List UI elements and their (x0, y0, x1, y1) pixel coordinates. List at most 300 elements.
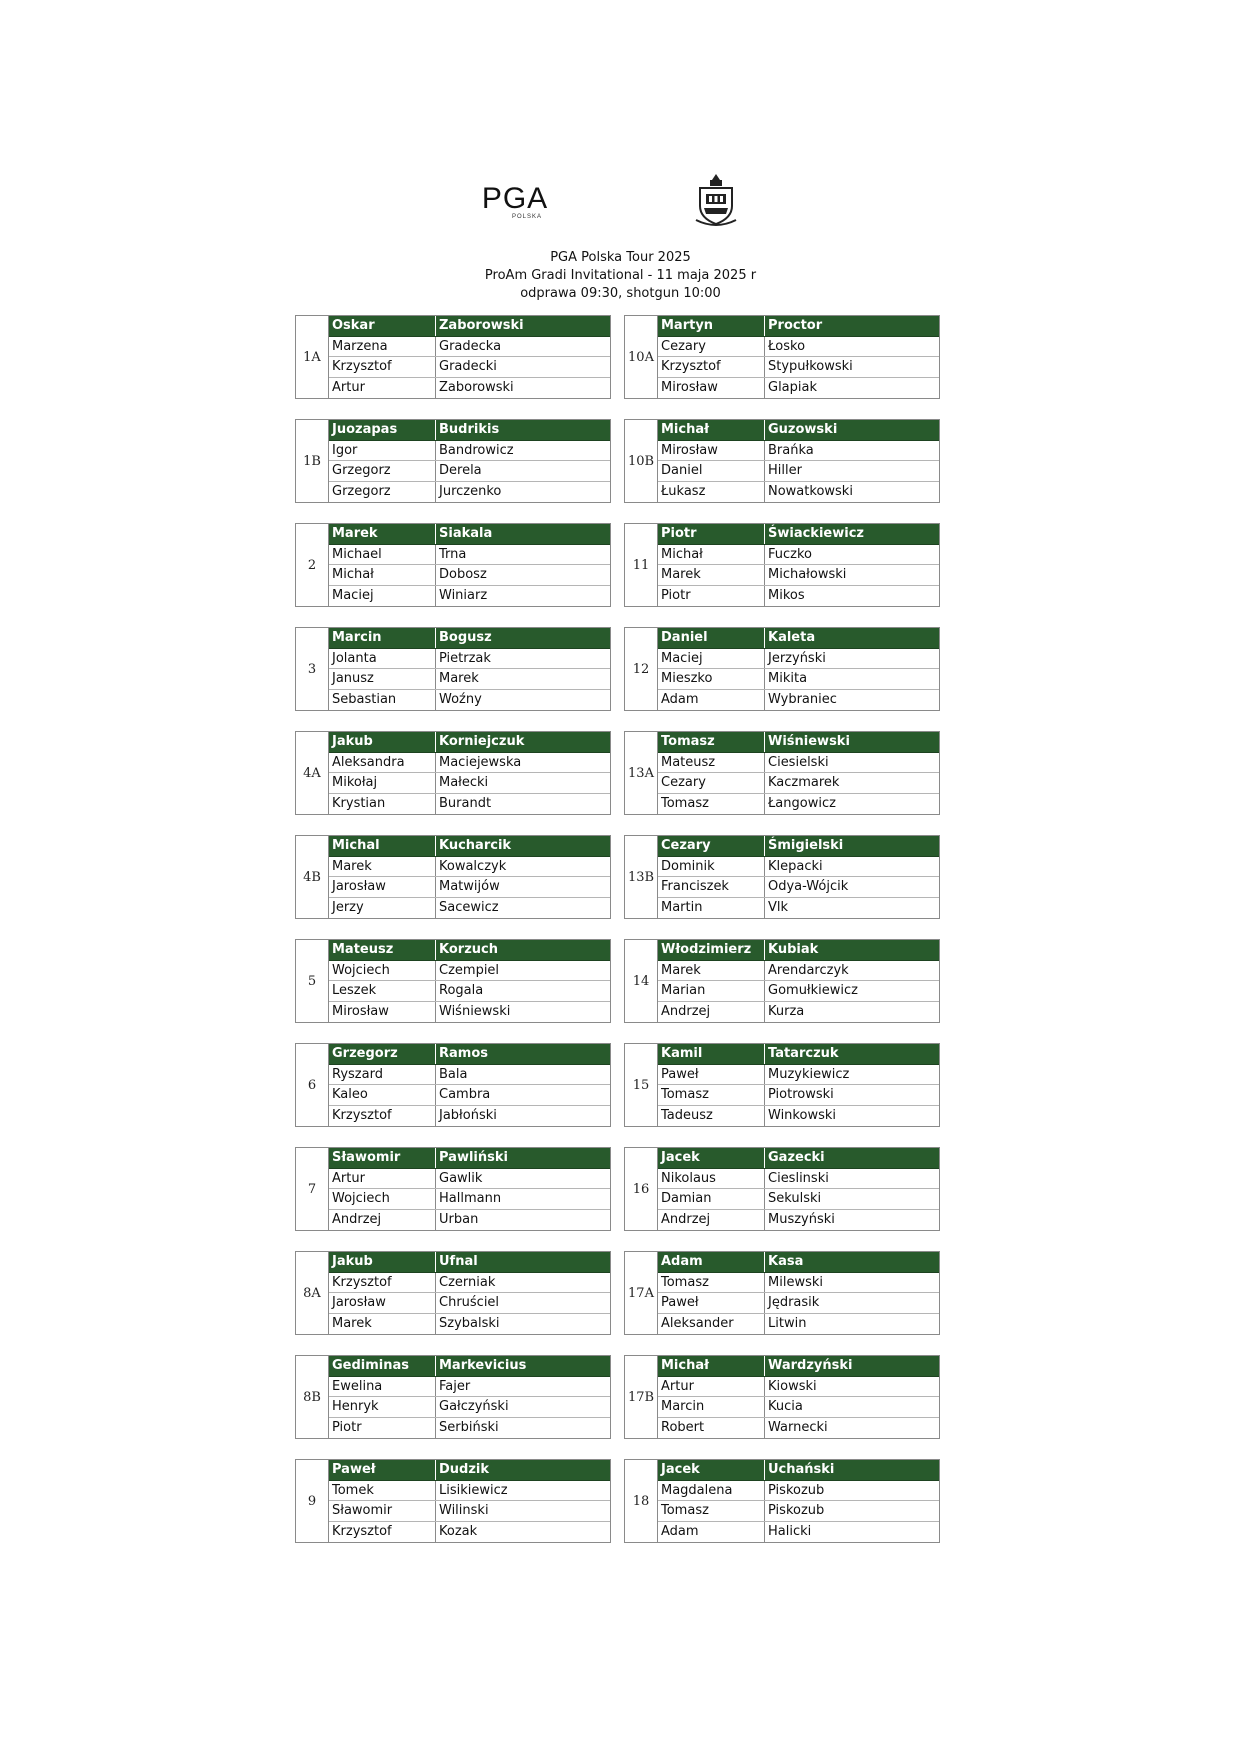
player-row (329, 1002, 610, 1023)
flight-captain-row (329, 420, 610, 441)
pga-logo (480, 184, 550, 220)
player-last-name: Gradecka (439, 338, 502, 354)
player-first-name: Maciej (658, 649, 765, 669)
flight-number: 4A (296, 732, 329, 814)
flight-group (624, 939, 940, 1023)
player-last-name: Serbiński (439, 1419, 499, 1435)
player-row (658, 1522, 939, 1543)
flight-number: 18 (625, 1460, 658, 1542)
player-first-name: Marcin (329, 628, 436, 648)
player-row (329, 877, 610, 898)
player-row (329, 1293, 610, 1314)
flight-number: 13B (625, 836, 658, 918)
player-last-name: Bandrowicz (439, 442, 514, 458)
flight-group (624, 1147, 940, 1231)
player-last-name: Łosko (768, 338, 806, 354)
player-first-name: Sebastian (329, 690, 436, 711)
flight-captain-row (329, 1252, 610, 1273)
player-row (329, 1501, 610, 1522)
player-first-name: Adam (658, 1252, 765, 1272)
flight-players (658, 524, 939, 606)
player-first-name: Franciszek (658, 877, 765, 897)
flight-captain-row (329, 836, 610, 857)
flight-players (329, 732, 610, 814)
player-last-name: Trna (439, 546, 467, 562)
player-last-name: Matwijów (439, 879, 500, 894)
flight-group (624, 1355, 940, 1439)
logos (0, 172, 1241, 228)
flight-group (624, 627, 940, 711)
player-last-name: Mikita (768, 671, 808, 686)
player-first-name: Jacek (658, 1460, 765, 1480)
player-first-name: Ewelina (329, 1377, 436, 1397)
player-row (658, 586, 939, 607)
player-first-name: Igor (329, 441, 436, 461)
player-first-name: Artur (329, 378, 436, 399)
player-first-name: Tomasz (658, 1501, 765, 1521)
player-last-name: Milewski (768, 1274, 823, 1290)
player-first-name: Leszek (329, 981, 436, 1001)
flight-players (658, 836, 939, 918)
player-row (329, 1377, 610, 1398)
player-first-name: Jakub (329, 1252, 436, 1272)
player-first-name: Marcin (658, 1397, 765, 1417)
player-first-name: Krzysztof (329, 1522, 436, 1543)
player-last-name: Wilinski (439, 1503, 489, 1518)
player-first-name: Mateusz (658, 753, 765, 773)
player-row (658, 461, 939, 482)
player-first-name: Martin (658, 898, 765, 919)
flight-captain-row (329, 1148, 610, 1169)
player-row (329, 1522, 610, 1543)
flight-group (624, 523, 940, 607)
flight-number: 2 (296, 524, 329, 606)
player-last-name: Hiller (768, 463, 802, 478)
flight-captain-row (658, 1460, 939, 1481)
player-first-name: Tadeusz (658, 1106, 765, 1127)
flight-players (658, 316, 939, 398)
player-row (658, 337, 939, 358)
player-first-name: Paweł (658, 1293, 765, 1313)
flight-captain-row (329, 524, 610, 545)
player-first-name: Marek (329, 524, 436, 544)
flight-players (658, 940, 939, 1022)
player-last-name: Kozak (439, 1523, 478, 1539)
player-last-name: Wybraniec (768, 691, 837, 707)
flight-number: 17A (625, 1252, 658, 1334)
player-last-name: Piskozub (768, 1482, 825, 1498)
player-first-name: Mirosław (329, 1002, 436, 1023)
player-row (658, 1085, 939, 1106)
flight-group (624, 731, 940, 815)
player-first-name: Janusz (329, 669, 436, 689)
flight-captain-row (329, 1044, 610, 1065)
player-row (658, 1418, 939, 1439)
player-row (658, 961, 939, 982)
flight-captain-row (658, 1148, 939, 1169)
player-last-name: Bogusz (439, 630, 492, 645)
pga-logo-text: PGA (481, 182, 549, 215)
player-first-name: Gediminas (329, 1356, 436, 1376)
flight-group (624, 1043, 940, 1127)
player-row (329, 1273, 610, 1294)
player-first-name: Michał (658, 545, 765, 565)
flight-players (329, 1252, 610, 1334)
player-row (658, 1210, 939, 1231)
player-first-name: Mieszko (658, 669, 765, 689)
flight-players (329, 1148, 610, 1230)
player-row (329, 1397, 610, 1418)
flight-group (295, 1147, 611, 1231)
player-last-name: Dobosz (439, 567, 487, 582)
player-first-name: Cezary (658, 773, 765, 793)
player-first-name: Jolanta (329, 649, 436, 669)
player-first-name: Piotr (658, 524, 765, 544)
player-last-name: Kiowski (768, 1378, 817, 1394)
player-first-name: Michal (329, 836, 436, 856)
player-row (329, 1481, 610, 1502)
player-last-name: Stypułkowski (768, 359, 853, 374)
player-first-name: Martyn (658, 316, 765, 336)
player-first-name: Jakub (329, 732, 436, 752)
player-last-name: Piskozub (768, 1503, 825, 1518)
player-row (329, 1085, 610, 1106)
flight-players (329, 524, 610, 606)
player-row (658, 669, 939, 690)
player-last-name: Piotrowski (768, 1087, 834, 1102)
player-first-name: Krzysztof (329, 1106, 436, 1127)
player-row (658, 1293, 939, 1314)
flight-players (329, 1044, 610, 1126)
player-last-name: Arendarczyk (768, 962, 849, 978)
flight-players (658, 1252, 939, 1334)
player-first-name: Sławomir (329, 1148, 436, 1168)
player-last-name: Kubiak (768, 942, 819, 957)
player-last-name: Derela (439, 463, 482, 478)
player-last-name: Ufnal (439, 1254, 478, 1269)
player-last-name: Kucia (768, 1399, 803, 1414)
player-row (329, 545, 610, 566)
player-first-name: Damian (658, 1189, 765, 1209)
flight-players (329, 420, 610, 502)
player-row (329, 649, 610, 670)
player-last-name: Tatarczuk (768, 1046, 839, 1061)
player-row (658, 1273, 939, 1294)
player-row (658, 378, 939, 399)
player-first-name: Krystian (329, 794, 436, 815)
player-row (329, 1169, 610, 1190)
player-row (329, 482, 610, 503)
player-last-name: Guzowski (768, 422, 838, 437)
player-last-name: Jurczenko (439, 483, 502, 499)
player-last-name: Halicki (768, 1523, 812, 1539)
player-row (329, 773, 610, 794)
player-first-name: Marek (658, 961, 765, 981)
flight-group (295, 1043, 611, 1127)
player-first-name: Marzena (329, 337, 436, 357)
player-row (658, 898, 939, 919)
player-row (658, 649, 939, 670)
flight-captain-row (658, 316, 939, 337)
player-last-name: Warnecki (768, 1419, 828, 1435)
player-last-name: Wiśniewski (439, 1003, 511, 1019)
player-last-name: Nowatkowski (768, 483, 853, 499)
player-last-name: Lisikiewicz (439, 1482, 508, 1498)
pga-logo-subtext: POLSKA (511, 214, 542, 220)
player-last-name: Cambra (439, 1087, 491, 1102)
player-first-name: Artur (658, 1377, 765, 1397)
player-last-name: Cieslinski (768, 1170, 829, 1186)
flight-players (329, 1460, 610, 1542)
flight-number: 12 (625, 628, 658, 710)
player-first-name: Tomek (329, 1481, 436, 1501)
player-first-name: Adam (658, 690, 765, 711)
player-last-name: Rogala (439, 983, 484, 998)
player-last-name: Jędrasik (768, 1295, 820, 1310)
flight-group (295, 627, 611, 711)
flight-captain-row (329, 732, 610, 753)
player-first-name: Marek (658, 565, 765, 585)
flight-group (295, 1355, 611, 1439)
header-title: PGA Polska Tour 2025 (550, 250, 691, 265)
player-last-name: Szybalski (439, 1315, 500, 1331)
player-first-name: Jacek (658, 1148, 765, 1168)
flight-captain-row (658, 1356, 939, 1377)
flight-players (658, 1148, 939, 1230)
flight-captain-row (658, 836, 939, 857)
player-row (329, 1314, 610, 1335)
player-last-name: Kaleta (768, 630, 816, 645)
player-last-name: Kucharcik (439, 838, 512, 853)
player-last-name: Maciejewska (439, 754, 522, 770)
player-first-name: Aleksander (658, 1314, 765, 1335)
player-first-name: Piotr (329, 1418, 436, 1439)
flight-group (295, 835, 611, 919)
player-row (329, 357, 610, 378)
player-first-name: Andrzej (329, 1210, 436, 1231)
player-last-name: Korzuch (439, 942, 498, 957)
flight-number: 4B (296, 836, 329, 918)
player-first-name: Mirosław (658, 378, 765, 399)
flight-group (295, 939, 611, 1023)
player-row (658, 1169, 939, 1190)
player-row (658, 690, 939, 711)
flight-number: 14 (625, 940, 658, 1022)
player-first-name: Mirosław (658, 441, 765, 461)
player-last-name: Zaborowski (439, 379, 514, 395)
player-row (329, 337, 610, 358)
header-subtitle: ProAm Gradi Invitational - 11 maja 2025 r (484, 268, 757, 283)
flight-group (624, 1251, 940, 1335)
player-last-name: Litwin (768, 1315, 807, 1331)
player-row (329, 1418, 610, 1439)
flight-players (658, 1460, 939, 1542)
player-last-name: Markevicius (439, 1358, 527, 1373)
flight-number: 5 (296, 940, 329, 1022)
player-last-name: Jerzyński (768, 650, 826, 666)
player-row (329, 1189, 610, 1210)
player-first-name: Krzysztof (658, 357, 765, 377)
player-row (329, 794, 610, 815)
flight-number: 1B (296, 420, 329, 502)
player-last-name: Ciesielski (768, 754, 829, 770)
flight-captain-row (658, 1044, 939, 1065)
player-first-name: Daniel (658, 628, 765, 648)
flight-captain-row (658, 420, 939, 441)
player-row (658, 1501, 939, 1522)
player-first-name: Michael (329, 545, 436, 565)
player-row (329, 669, 610, 690)
player-first-name: Cezary (658, 337, 765, 357)
player-last-name: Siakala (439, 526, 493, 541)
player-first-name: Daniel (658, 461, 765, 481)
player-first-name: Paweł (658, 1065, 765, 1085)
player-first-name: Michał (658, 1356, 765, 1376)
player-first-name: Paweł (329, 1460, 436, 1480)
flight-group (624, 1459, 940, 1543)
player-first-name: Marian (658, 981, 765, 1001)
player-first-name: Włodzimierz (658, 940, 765, 960)
player-row (658, 545, 939, 566)
flight-number: 13A (625, 732, 658, 814)
player-first-name: Krzysztof (329, 357, 436, 377)
player-first-name: Andrzej (658, 1210, 765, 1231)
flight-number: 10B (625, 420, 658, 502)
flight-players (329, 628, 610, 710)
player-first-name: Jarosław (329, 1293, 436, 1313)
player-row (329, 857, 610, 878)
player-first-name: Oskar (329, 316, 436, 336)
player-last-name: Muszyński (768, 1211, 835, 1227)
player-first-name: Grzegorz (329, 482, 436, 503)
player-last-name: Odya-Wójcik (768, 879, 849, 894)
player-last-name: Dudzik (439, 1462, 490, 1477)
flight-group (295, 419, 611, 503)
player-last-name: Muzykiewicz (768, 1066, 850, 1082)
player-row (329, 1106, 610, 1127)
player-first-name: Adam (658, 1522, 765, 1543)
player-last-name: Marek (439, 671, 479, 686)
flight-captain-row (329, 1460, 610, 1481)
flight-captain-row (658, 1252, 939, 1273)
player-first-name: Grzegorz (329, 1044, 436, 1064)
flight-players (658, 628, 939, 710)
flight-group (624, 419, 940, 503)
player-last-name: Uchański (768, 1462, 835, 1477)
player-first-name: Marek (329, 857, 436, 877)
flight-group (295, 315, 611, 399)
player-last-name: Michałowski (768, 567, 847, 582)
player-last-name: Pawliński (439, 1150, 508, 1165)
flight-group (295, 523, 611, 607)
player-first-name: Robert (658, 1418, 765, 1439)
player-last-name: Pietrzak (439, 650, 491, 666)
player-first-name: Mikołaj (329, 773, 436, 793)
player-first-name: Mateusz (329, 940, 436, 960)
player-last-name: Sacewicz (439, 899, 499, 915)
player-last-name: Glapiak (768, 379, 818, 395)
flight-captain-row (658, 628, 939, 649)
player-last-name: Małecki (439, 775, 489, 790)
player-last-name: Gomułkiewicz (768, 983, 858, 998)
flight-group (624, 315, 940, 399)
player-row (329, 981, 610, 1002)
player-first-name: Tomasz (658, 732, 765, 752)
flight-number: 15 (625, 1044, 658, 1126)
flight-captain-row (329, 628, 610, 649)
player-first-name: Jarosław (329, 877, 436, 897)
player-first-name: Dominik (658, 857, 765, 877)
flight-players (658, 1044, 939, 1126)
player-row (658, 981, 939, 1002)
player-last-name: Gradecki (439, 359, 497, 374)
player-last-name: Proctor (768, 318, 823, 333)
player-last-name: Świackiewicz (768, 526, 864, 541)
flight-number: 11 (625, 524, 658, 606)
player-last-name: Gawlik (439, 1170, 483, 1186)
player-row (658, 565, 939, 586)
player-last-name: Vlk (768, 899, 789, 915)
player-first-name: Tomasz (658, 794, 765, 815)
player-last-name: Gałczyński (439, 1399, 509, 1414)
document-header (0, 249, 1241, 303)
player-row (658, 773, 939, 794)
player-row (658, 1481, 939, 1502)
flight-number: 16 (625, 1148, 658, 1230)
player-last-name: Gazecki (768, 1150, 825, 1165)
player-first-name: Magdalena (658, 1481, 765, 1501)
player-first-name: Michał (329, 565, 436, 585)
player-last-name: Kasa (768, 1254, 804, 1269)
player-first-name: Wojciech (329, 961, 436, 981)
player-row (329, 586, 610, 607)
player-row (329, 690, 610, 711)
player-last-name: Fuczko (768, 546, 812, 562)
player-row (658, 441, 939, 462)
player-last-name: Zaborowski (439, 318, 524, 333)
player-first-name: Kaleo (329, 1085, 436, 1105)
player-row (658, 1189, 939, 1210)
flight-players (658, 732, 939, 814)
player-row (329, 1065, 610, 1086)
player-first-name: Piotr (658, 586, 765, 607)
player-row (329, 378, 610, 399)
player-row (329, 461, 610, 482)
player-first-name: Tomasz (658, 1273, 765, 1293)
player-first-name: Michał (658, 420, 765, 440)
player-first-name: Kamil (658, 1044, 765, 1064)
player-first-name: Maciej (329, 586, 436, 607)
flight-captain-row (329, 316, 610, 337)
flight-captain-row (658, 940, 939, 961)
player-first-name: Henryk (329, 1397, 436, 1417)
player-last-name: Sekulski (768, 1191, 822, 1206)
flight-captain-row (329, 940, 610, 961)
player-first-name: Sławomir (329, 1501, 436, 1521)
player-row (658, 794, 939, 815)
player-last-name: Winiarz (439, 587, 488, 603)
player-last-name: Burandt (439, 795, 492, 811)
player-row (329, 898, 610, 919)
player-first-name: Artur (329, 1169, 436, 1189)
player-last-name: Woźny (439, 691, 482, 707)
club-crest-icon (694, 172, 738, 228)
player-last-name: Wiśniewski (768, 734, 850, 749)
player-last-name: Mikos (768, 587, 805, 603)
player-row (329, 565, 610, 586)
player-last-name: Winkowski (768, 1107, 836, 1123)
flight-players (658, 420, 939, 502)
